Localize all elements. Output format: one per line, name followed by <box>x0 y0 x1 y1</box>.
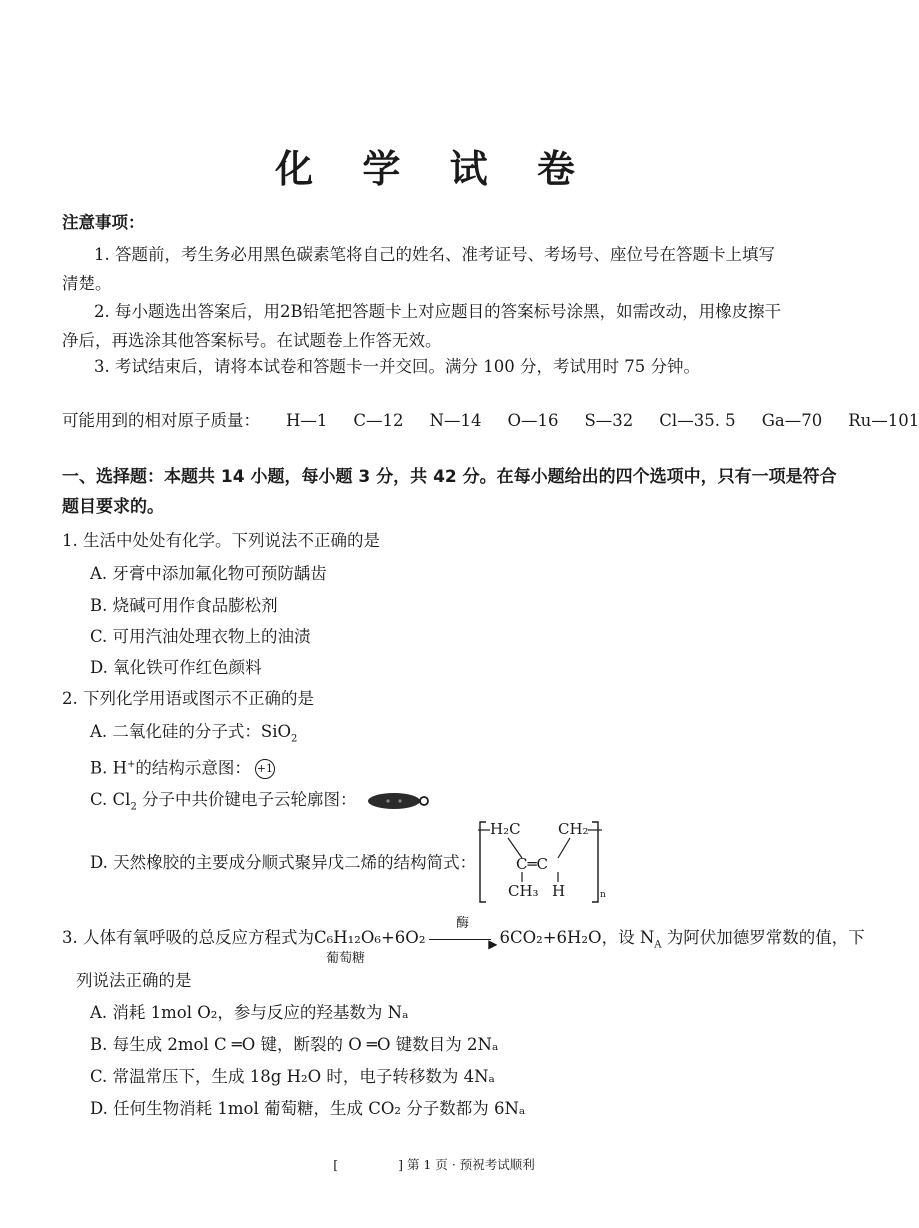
page-footer <box>0 1155 868 1173</box>
question-3-stem-cont: 列说法正确的是 <box>76 971 192 990</box>
atomic-masses <box>62 410 919 432</box>
arrow-line <box>429 939 491 940</box>
section-1-heading-cont: 题目要求的。 <box>62 497 164 517</box>
atomic-mass: N—14 <box>429 411 482 430</box>
notice-item-1-cont: 清楚。 <box>62 274 112 293</box>
struct-n: n <box>600 890 606 900</box>
atomic-mass: Ru—101 <box>848 411 919 430</box>
notice-item-2-cont: 净后，再选涂其他答案标号。在试题卷上作答无效。 <box>62 331 442 350</box>
polyisoprene-structure <box>478 820 608 904</box>
option-b-pre: B. H <box>90 758 128 778</box>
notice-heading: 注意事项： <box>62 213 145 232</box>
question-1-stem: 1. 生活中处处有化学。下列说法不正确的是 <box>62 531 380 550</box>
struct-h: H <box>552 882 566 900</box>
question-3-option-a: A. 消耗 1mol O₂，参与反应的羟基数为 Nₐ <box>90 1003 409 1022</box>
option-a-text: A. 二氧化硅的分子式：SiO <box>90 722 292 741</box>
electron-cloud-icon <box>366 791 430 811</box>
question-2-option-b <box>90 754 275 780</box>
page-title: 化 学 试 卷 <box>275 147 593 191</box>
question-1-option-d: D. 氧化铁可作红色颜料 <box>90 658 262 677</box>
arrow-label: 酶 <box>455 915 469 931</box>
arrow-head-icon: ▶ <box>488 936 498 951</box>
notice-item-1: 1. 答题前，考生务必用黑色碳素笔将自己的姓名、准考证号、考场号、座位号在答题卡上填写 <box>94 245 775 264</box>
question-2-option-c <box>90 789 430 818</box>
atomic-mass: Ga—70 <box>761 411 823 430</box>
atomic-mass: Cl—35. 5 <box>659 411 736 430</box>
option-c-post: 分子中共价键电子云轮廓图： <box>136 790 357 809</box>
superscript: + <box>127 759 136 770</box>
atomic-masses-label: 可能用到的相对原子质量： <box>62 411 260 430</box>
question-3-option-c: C. 常温常压下，生成 18g H₂O 时，电子转移数为 4Nₐ <box>90 1067 495 1086</box>
question-3-option-b: B. 每生成 2mol C ═O 键，断裂的 O ═O 键数目为 2Nₐ <box>90 1035 499 1054</box>
atomic-mass: C—12 <box>353 411 404 430</box>
reaction-arrow <box>427 915 498 951</box>
footer-text: 第 1 页 · 预祝考试顺利 <box>402 1157 535 1172</box>
question-1-option-a: A. 牙膏中添加氟化物可预防龋齿 <box>90 564 327 583</box>
question-3-stem <box>62 915 865 956</box>
question-1-option-b: B. 烧碱可用作食品膨松剂 <box>90 596 278 615</box>
notice-item-2: 2. 每小题选出答案后，用2B铅笔把答题卡上对应题目的答案标号涂黑，如需改动，用橡皮擦干 <box>94 302 782 321</box>
section-1-heading: 一、选择题：本题共 14 小题，每小题 3 分，共 42 分。在每小题给出的四个选项中，只有一项是符合 <box>62 467 837 487</box>
option-b-post: 的结构示意图： <box>135 758 251 778</box>
subscript: A <box>654 939 662 951</box>
struct-ch2: CH₂ <box>558 820 589 838</box>
option-c-pre: C. Cl <box>90 790 131 809</box>
struct-ch3: CH₃ <box>508 882 539 900</box>
atomic-mass: O—16 <box>507 411 559 430</box>
footer-close-bracket: ] <box>398 1157 403 1172</box>
question-1-option-c: C. 可用汽油处理衣物上的油渍 <box>90 627 311 646</box>
atomic-mass: H—1 <box>286 411 328 430</box>
h-ion-structure-icon: +1 <box>255 759 275 779</box>
atomic-mass: S—32 <box>584 411 634 430</box>
q3-stem-pre: 3. 人体有氧呼吸的总反应方程式为C₆H₁₂O₆+6O₂ <box>62 928 426 947</box>
notice-item-3: 3. 考试结束后，请将本试卷和答题卡一并交回。满分 100 分，考试用时 75 分钟。 <box>94 357 700 376</box>
subscript: 2 <box>291 733 298 745</box>
question-3-option-d: D. 任何生物消耗 1mol 葡萄糖，生成 CO₂ 分子数都为 6Nₐ <box>90 1099 526 1118</box>
question-2-stem: 2. 下列化学用语或图示不正确的是 <box>62 689 314 708</box>
footer-open-bracket: [ <box>333 1157 339 1172</box>
glucose-label: 葡萄糖 <box>326 951 366 966</box>
struct-double-bond: C═C <box>516 855 548 873</box>
subscript: 2 <box>130 801 137 813</box>
q3-stem-tail: 为阿伏加德罗常数的值，下 <box>661 928 865 947</box>
q3-stem-post: 6CO₂+6H₂O，设 N <box>499 928 655 947</box>
struct-h2c: H₂C <box>490 820 521 838</box>
question-2-option-d: D. 天然橡胶的主要成分顺式聚异戊二烯的结构简式： <box>90 853 477 872</box>
question-2-option-a <box>90 721 297 750</box>
